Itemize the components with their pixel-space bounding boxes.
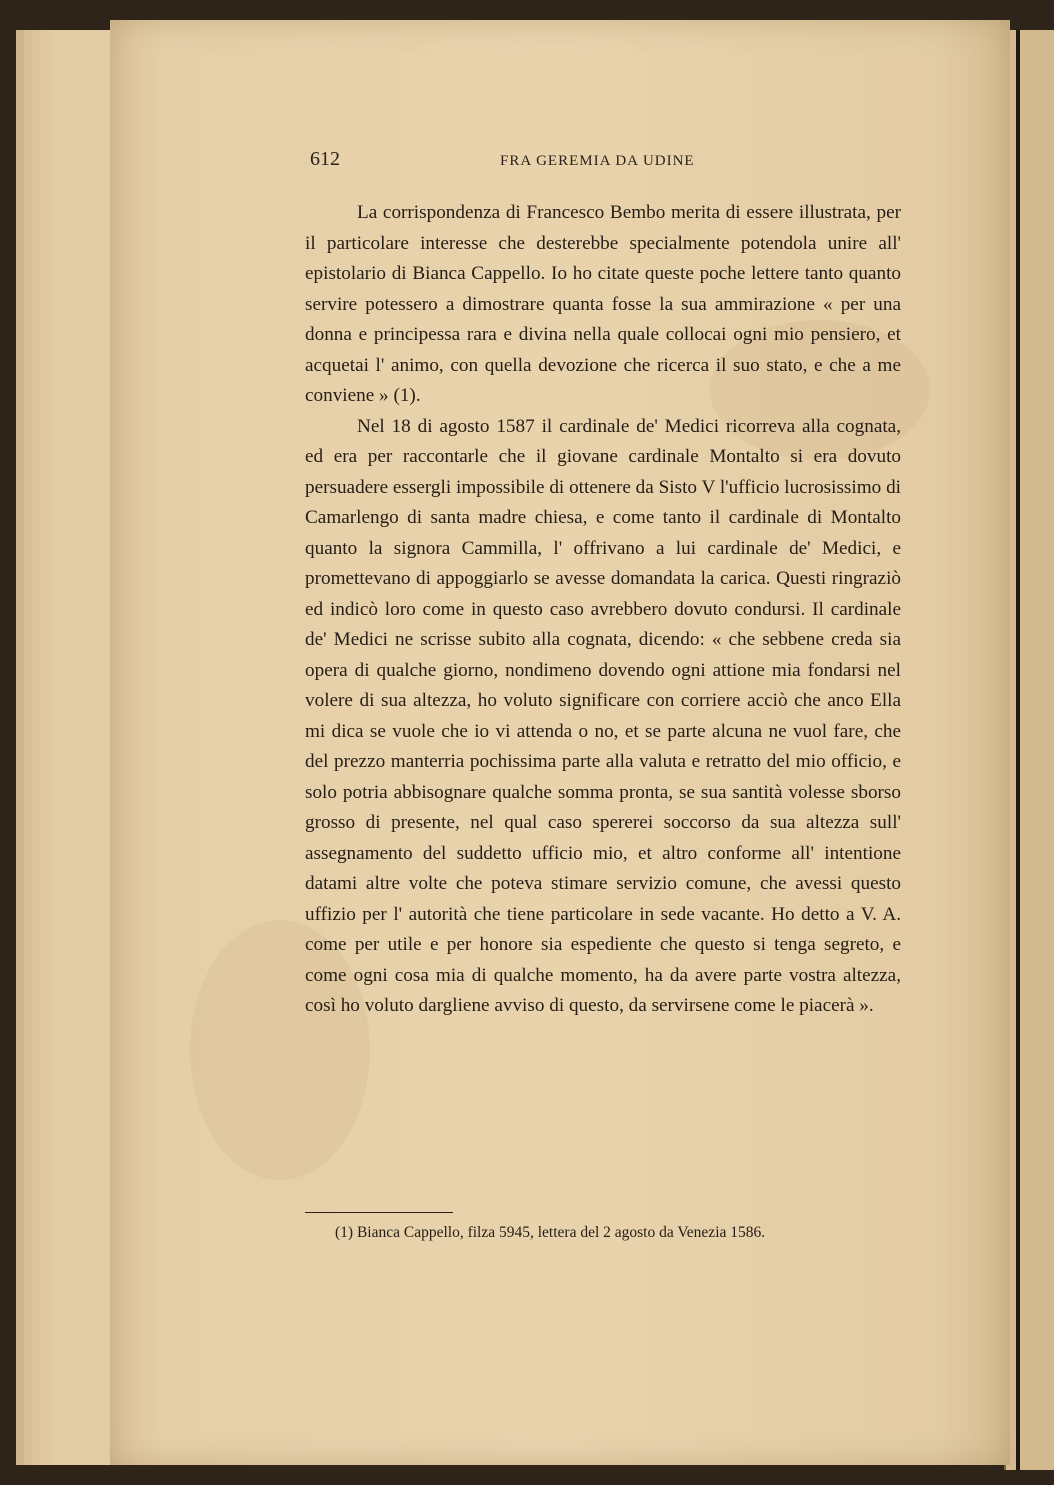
- body-text: [305, 198, 901, 1022]
- book-page: [110, 20, 1010, 1465]
- footnote-rule: [305, 1212, 453, 1213]
- paragraph: La corrispondenza di Francesco Bembo merita di essere illustrata, per il particolare interesse che desterebbe specialmente potendola unire all' epistolario di Bianca Cappello. Io ho citate queste poche lettere tanto quanto servire potessero a dimostrare quanta fosse la sua ammirazione « per una donna e principessa rara e divina nella quale collocai ogni mio pensiero, et acquetai l' animo, con quella devozione che ricerca il suo stato, e che a me conviene » (1).: [305, 202, 901, 406]
- page-header: [310, 148, 850, 178]
- page-number: 612: [310, 148, 340, 170]
- footnote: (1) Bianca Cappello, filza 5945, lettera del 2 agosto da Venezia 1586.: [335, 1224, 766, 1241]
- paragraph: Nel 18 di agosto 1587 il cardinale de' Medici ricorreva alla cognata, ed era per raccontarle che il giovane cardinale Montalto si era dovuto persuadere essergli impossibile di ottenere da Sisto V l'ufficio lucrosissimo di Camarlengo di santa madre chiesa, e come tanto il cardinale di Montalto quanto la signora Cammilla, l' offrivano a lui cardinale de' Medici, e promettevano di appoggiarlo se avesse domandata la carica. Questi ringraziò ed indicò loro come in questo caso avrebbero dovuto condursi. Il cardinale de' Medici ne scrisse subito alla cognata, dicendo: « che sebbene creda sia opera di qualche giorno, nondimeno dovendo ogni attione mia fondarsi nel volere di sua altezza, ho voluto significare con corriere acciò che anco Ella mi dica se vuole che io vi attenda o no, et se parte alcuna ne vuol fare, che del prezzo manterria pochissima parte alla valuta e retratto del mio officio, e solo potria abbisognare qualche somma pronta, se sua santità volesse sborso grosso di presente, nel qual caso spererei soccorso da sua altezza sull' assegnamento del suddetto ufficio mio, et altro conforme all' intentione datami altre volte che poteva stimare servizio comune, che avessi questo uffizio per l' autorità che tiene particolare in sede vacante. Ho detto a V. A. come per utile e per honore sia espediente che questo si tenga segreto, e come ogni cosa mia di qualche momento, ha da avere parte vostra altezza, così ho voluto dargliene avviso di questo, da servirsene come le piacerà ».: [305, 415, 901, 1016]
- gutter-shadow: [1016, 30, 1020, 1470]
- page-edge: [52, 30, 113, 1465]
- next-page-edge: [1004, 30, 1054, 1470]
- running-title: FRA GEREMIA DA UDINE: [500, 153, 695, 169]
